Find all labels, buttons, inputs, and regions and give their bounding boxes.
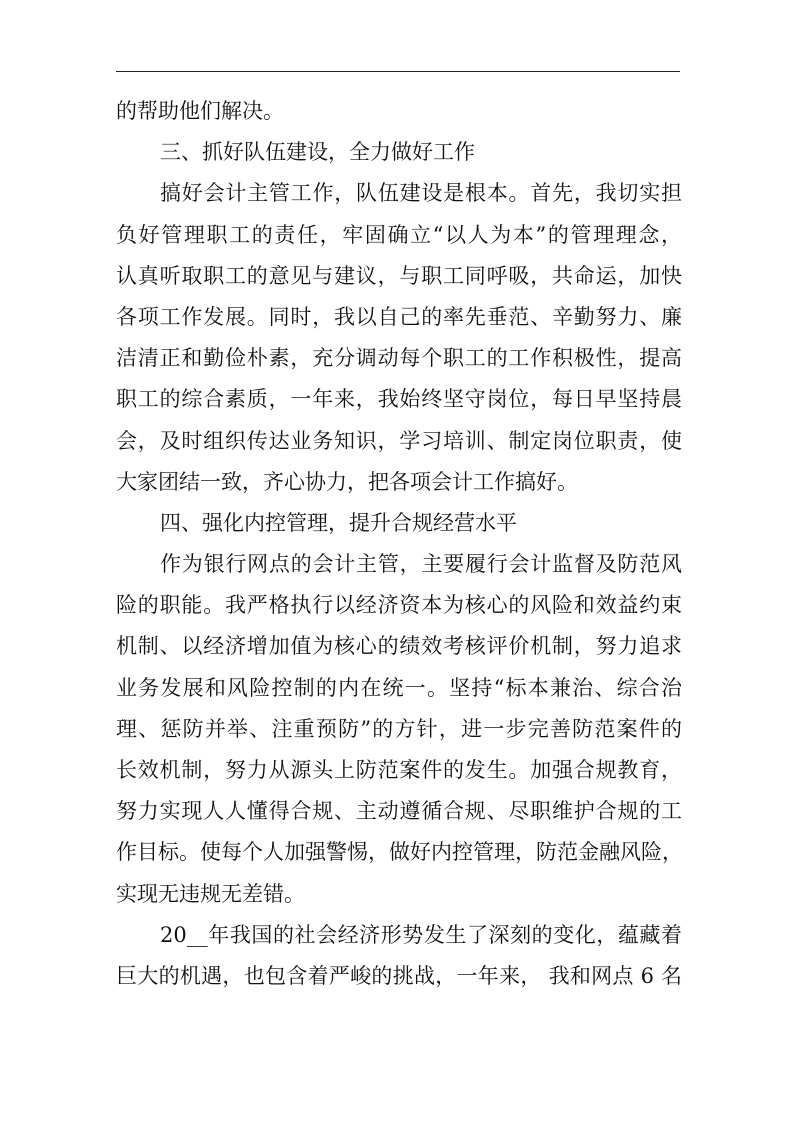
paragraph-line: 努力实现人人懂得合规、主动遵循合规、尽职维护合规的工 bbox=[116, 799, 682, 824]
paragraph-line: 巨大的机遇，也包含着严峻的挑战，一年来， 我和网点 6 名 bbox=[116, 963, 682, 988]
paragraph-line: 机制、以经济增加值为核心的绩效考核评价机制，努力追求 bbox=[116, 634, 682, 659]
document-body bbox=[116, 91, 682, 997]
paragraph-line: 搞好会计主管工作，队伍建设是根本。首先，我切实担 bbox=[160, 181, 682, 206]
paragraph-line: 20__年我国的社会经济形势发生了深刻的变化，蕴藏着 bbox=[160, 922, 682, 947]
paragraph-line: 作目标。使每个人加强警惕，做好内控管理，防范金融风险， bbox=[116, 840, 683, 865]
paragraph-line: 洁清正和勤俭朴素，充分调动每个职工的工作积极性，提高 bbox=[116, 346, 682, 371]
paragraph-line: 长效机制，努力从源头上防范案件的发生。加强合规教育， bbox=[116, 758, 682, 782]
paragraph-line: 的帮助他们解决。 bbox=[116, 99, 284, 123]
paragraph-line: 负好管理职工的责任，牢固确立“以人为本”的管理理念， bbox=[116, 222, 682, 247]
paragraph-line: 认真听取职工的意见与建议，与职工同呼吸，共命运，加快 bbox=[116, 263, 682, 288]
paragraph-line: 实现无违规无差错。 bbox=[116, 881, 305, 906]
paragraph-line: 会，及时组织传达业务知识，学习培训、制定岗位职责，使 bbox=[116, 428, 682, 453]
section-heading-3: 三、抓好队伍建设，全力做好工作 bbox=[160, 140, 475, 165]
paragraph-line: 各项工作发展。同时，我以自己的率先垂范、辛勤努力、廉 bbox=[116, 304, 682, 329]
paragraph-line: 职工的综合素质，一年来，我始终坚守岗位，每日早坚持晨 bbox=[116, 387, 682, 412]
paragraph-line: 理、惩防并举、注重预防”的方针，进一步完善防范案件的 bbox=[116, 716, 682, 741]
header-divider bbox=[116, 71, 680, 72]
paragraph-line: 业务发展和风险控制的内在统一。坚持“标本兼治、综合治 bbox=[116, 675, 682, 700]
paragraph-line: 险的职能。我严格执行以经济资本为核心的风险和效益约束 bbox=[116, 593, 682, 618]
paragraph-line: 大家团结一致，齐心协力，把各项会计工作搞好。 bbox=[116, 469, 578, 494]
paragraph-line: 作为银行网点的会计主管，主要履行会计监督及防范风 bbox=[160, 552, 682, 577]
section-heading-4: 四、强化内控管理，提升合规经营水平 bbox=[160, 510, 517, 535]
